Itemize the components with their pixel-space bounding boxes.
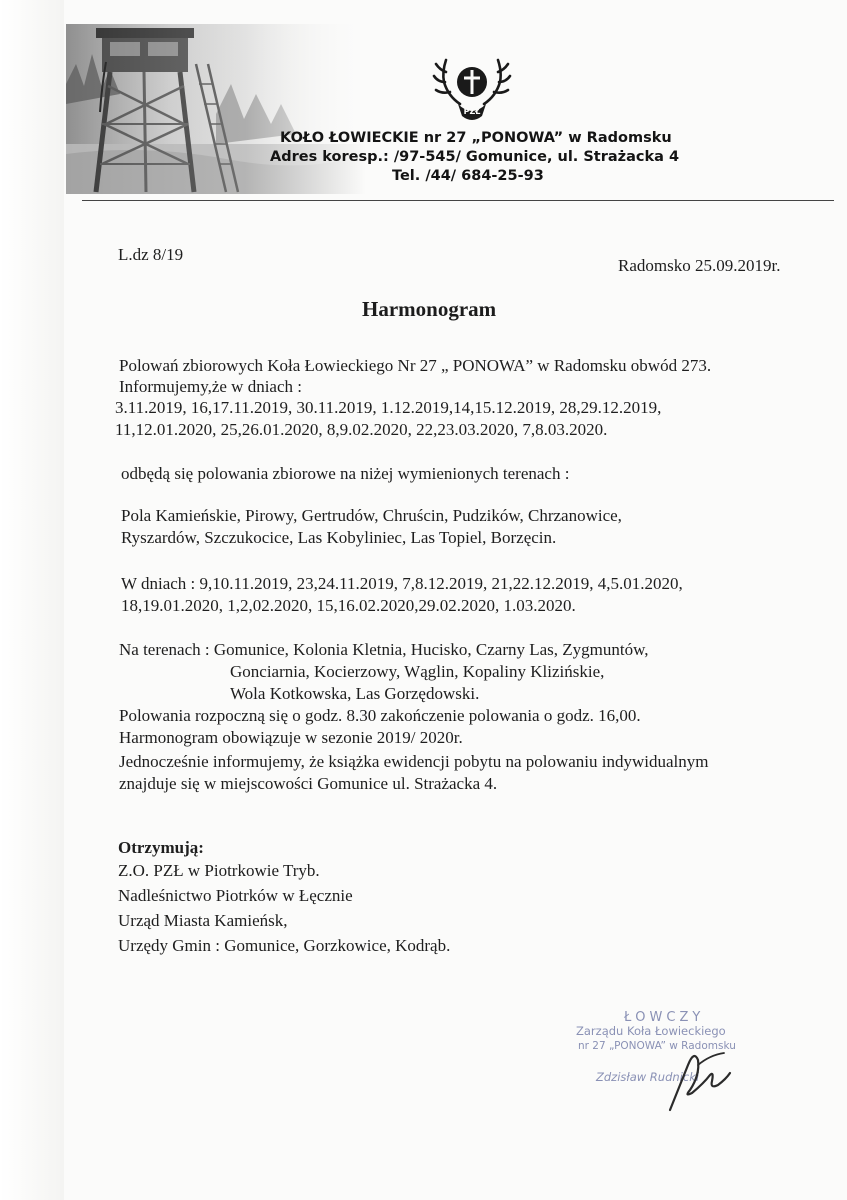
header-divider <box>82 200 834 201</box>
section2-dates-2: 18,19.01.2020, 1,2,02.2020, 15,16.02.2020,29.02.2020, 1.03.2020. <box>121 596 576 615</box>
section1-areas-2: Ryszardów, Szczukocice, Las Kobyliniec, Las Topiel, Borzęcin. <box>121 528 557 547</box>
section2-areas-3: Wola Kotkowska, Las Gorzędowski. <box>230 684 480 703</box>
intro-line-1: Polowań zbiorowych Koła Łowieckiego Nr 27 „ PONOWA” w Radomsku obwód 273. <box>119 356 712 375</box>
section2-dates-1: W dniach : 9,10.11.2019, 23,24.11.2019, 7,8.12.2019, 21,22.12.2019, 4,5.01.2020, <box>121 574 683 593</box>
notes-line-4: znajduje się w miejscowości Gomunice ul. Strażacka 4. <box>119 774 498 793</box>
scan-edge <box>0 0 64 1200</box>
recipient-item: Z.O. PZŁ w Piotrkowie Tryb. <box>118 861 320 880</box>
recipient-item: Nadleśnictwo Piotrków w Łęcznie <box>118 886 353 905</box>
section1-lead: odbędą się polowania zbiorowe na niżej wymienionych terenach : <box>121 464 570 483</box>
stamp-line-1: ŁOWCZY <box>624 1010 705 1025</box>
club-phone: Tel. /44/ 684-25-93 <box>392 168 544 184</box>
hunting-tower-photo <box>66 24 366 194</box>
section2-areas-2: Gonciarnia, Kocierzowy, Wąglin, Kopaliny Klizińskie, <box>230 662 605 681</box>
intro-dates-1: 3.11.2019, 16,17.11.2019, 30.11.2019, 1.12.2019,14,15.12.2019, 28,29.12.2019, <box>115 398 662 417</box>
recipient-item: Urzędy Gmin : Gomunice, Gorzkowice, Kodrąb. <box>118 936 451 955</box>
handwritten-signature <box>640 1035 750 1120</box>
pzl-emblem <box>430 52 514 128</box>
intro-dates-2: 11,12.01.2020, 25,26.01.2020, 8,9.02.2020, 22,23.03.2020, 7,8.03.2020. <box>115 420 608 439</box>
place-date: Radomsko 25.09.2019r. <box>618 256 781 275</box>
recipients-heading: Otrzymują: <box>118 838 204 857</box>
notes-line-1: Polowania rozpoczną się o godz. 8.30 zakończenie polowania o godz. 16,00. <box>119 706 641 725</box>
stamp-line-2: Zarządu Koła Łowieckiego <box>576 1024 726 1038</box>
club-name: KOŁO ŁOWIECKIE nr 27 „PONOWA” w Radomsku <box>280 130 672 146</box>
section2-areas-1: Na terenach : Gomunice, Kolonia Kletnia, Hucisko, Czarny Las, Zygmuntów, <box>119 640 649 659</box>
section1-areas-1: Pola Kamieńskie, Pirowy, Gertrudów, Chruścin, Pudzików, Chrzanowice, <box>121 506 622 525</box>
intro-line-2: Informujemy,że w dniach : <box>119 377 302 396</box>
stamp-line-3: nr 27 „PONOWA” w Radomsku <box>578 1040 736 1052</box>
reference-number: L.dz 8/19 <box>118 245 184 264</box>
stamp-line-4: Zdzisław Rudnicki <box>596 1070 700 1084</box>
document-title: Harmonogram <box>362 297 497 321</box>
notes-line-2: Harmonogram obowiązuje w sezonie 2019/ 2020r. <box>119 728 463 747</box>
notes-line-3: Jednocześnie informujemy, że książka ewidencji pobytu na polowaniu indywidualnym <box>119 752 709 771</box>
recipient-item: Urząd Miasta Kamieńsk, <box>118 911 288 930</box>
emblem-label: PZŁ <box>463 107 481 116</box>
club-address: Adres koresp.: /97-545/ Gomunice, ul. Strażacka 4 <box>270 149 680 165</box>
